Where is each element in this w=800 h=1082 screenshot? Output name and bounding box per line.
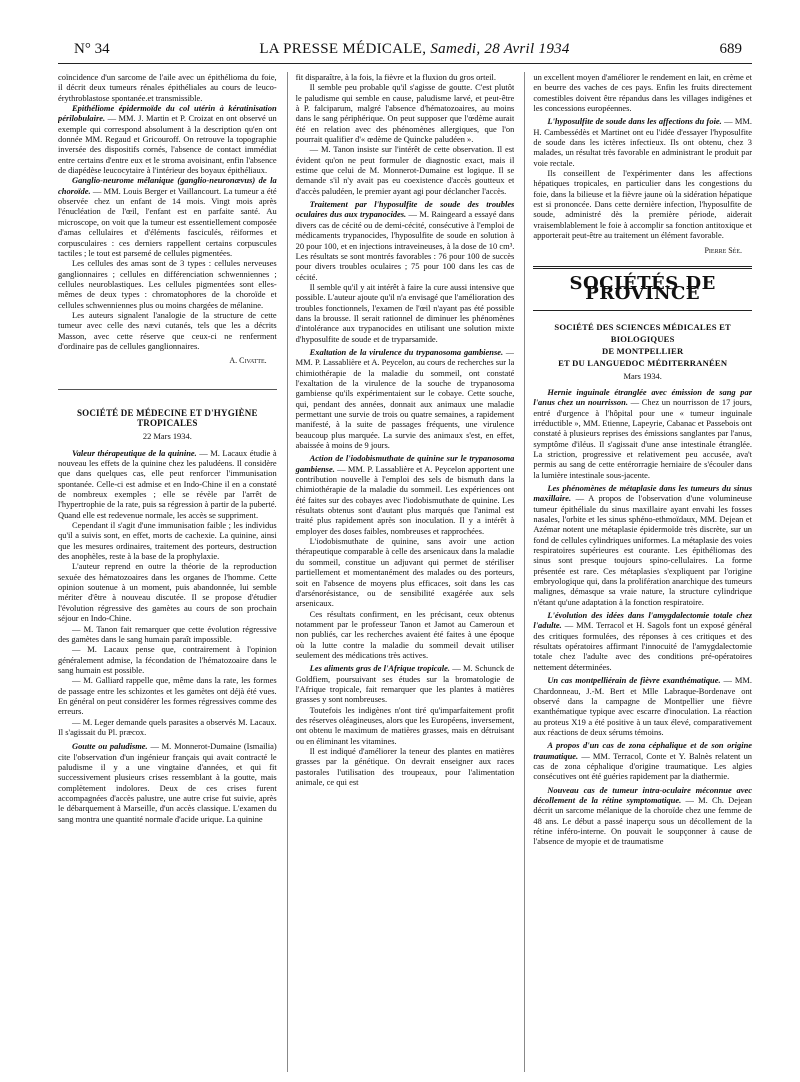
paragraph: — M. Tanon fait remarquer que cette évolution régressive des gamètes dans le sang humain paraît impossible. (58, 623, 277, 644)
article-title: Traitement par l'hyposulfite de soude des troubles oculaires dus aux trypanocides. (295, 199, 515, 220)
issue-number: N° 34 (74, 41, 110, 57)
article-body: — A propos de l'observation d'une volumineuse tumeur épithéliale du sinus maxillaire ayant envahi les fosses nasales, l'orbite et les sinus sphéno-ethmoïdaux, MM. Dejean et Azémar notent une métaplasie épidermoïde très discrète, sur un fond de cellules cylindriques uniformes. La métaplasie des voies respiratoires supérieures est courante. Les épithéliomas des sinus sont presque toujours spino-cellulaires. La forme présentée est rare. Ces métaplasies s'expliquent par l'origine embryologique qui, dans la prolifération anarchique des tumeurs malignes, démasque sa vraie nature, la structure cylindrique n'étant qu'une adaptation à la fonction respiratoire. (533, 493, 753, 607)
society-heading (533, 321, 752, 369)
paragraph: — M. Lacaux pense que, contrairement à l'opinion généralement admise, la fécondation de l'hématozoaire dans le sang humain est possible. (58, 644, 277, 675)
article-body: — MM. P. Lassablière et A. Peycelon apportent une contribution nouvelle à l'emploi des sels de bismuth dans la chimiothérapie de la maladie du sommeil. Les expériences ont été faites sur des cobayes avec l'iodobismuthate de quinine. Les résultats obtenus sont d'autant plus marqués que l'animal est traité plus rapidement après son inoculation. Il y a intérêt à employer des doses faibles, nombreuses et rapprochées. (295, 463, 515, 536)
article (533, 740, 752, 781)
journal-name: LA PRESSE MÉDICALE, (259, 41, 427, 57)
article (533, 675, 752, 737)
article (296, 347, 515, 450)
article-title: L'évolution des idées dans l'amygdalectomie totale chez l'adulte. (533, 610, 753, 631)
paragraph: Il semble qu'il y ait intérêt à faire la cure aussi intensive que possible. L'auteur ajoute qu'il n'a envisagé que l'amélioration des troubles fonctionnels, l'examen de l'œil n'ayant pas été possible dans la brousse. Il serait rationnel de diminuer les phénomènes d'intolérance aux trypanocides en utilisant une solution mixte d'hyposulfite de soude et de tryparsamide. (295, 281, 515, 344)
article-title: Action de l'iodobismuthate de quinine sur le trypanosoma gambiense. (295, 453, 515, 474)
article-title: Nouveau cas de tumeur intra-oculaire méconnue avec décollement de la rétine symptomatique. (533, 784, 753, 805)
article (58, 175, 277, 258)
article-title: Hernie inguinale étranglée avec émission de sang par l'anus chez un nourrisson. (533, 386, 753, 408)
page-number: 689 (719, 41, 742, 57)
paragraph: un excellent moyen d'améliorer le rendement en lait, en crème et en beurre des vaches de ces pays. Enfin les fruits directement comestibles doivent être répandus dans les villages indigènes et les concessions européennes. (533, 72, 753, 114)
article (533, 483, 752, 607)
society-name-line: SOCIÉTÉ DES SCIENCES MÉDICALES ET BIOLOGIQUES (554, 321, 731, 344)
paragraph: Il est indiqué d'améliorer la teneur des plantes en matières grasses par la génétique. On devrait enseigner aux races pastorales l'utilisation des troupeaux, pour l'alimentation animale, ce qui est (295, 746, 515, 788)
paragraph: — M. Leger demande quels parasites a observés M. Lacaux. Il s'agissait du Pl. præcox. (58, 716, 277, 737)
paragraph: Il semble peu probable qu'il s'agisse de goutte. C'est plutôt le paludisme qui semble en cause, paludisme larvé, et peut-être à P. falciparum, malgré l'absence d'hématozoaires, au moins dans le sang périphérique. On peut supposer que l'œdème aurait été en relation avec des phénomènes allergiques, que l'on pourrait qualifier d'« œdème de Quincke paludéen ». (295, 82, 515, 145)
article-title: Exaltation de la virulence du trypanosoma gambiense. (309, 346, 504, 357)
section-date: 22 Mars 1934. (142, 431, 192, 442)
paragraph: fit disparaître, à la fois, la fièvre et la fluxion du gros orteil. (295, 72, 496, 82)
issue-date: Samedi, 28 Avril 1934 (430, 41, 570, 57)
running-title (259, 41, 569, 58)
header-rule (58, 63, 752, 64)
article-title: Valeur thérapeutique de la quinine. (72, 447, 197, 458)
article-title: Les aliments gras de l'Afrique tropicale. (309, 663, 450, 674)
article-title: A propos d'un cas de zona céphalique et de son origine traumatique. (533, 740, 753, 761)
article-body: — MM. Chardonneau, J.-M. Bert et Mlle Labraque-Bordenave ont observé dans la campagne de Montpellier une fièvre exanthématique typique avec escarre d'inoculation. La réaction au proteus X19 a été positive à un taux élevé, comparativement aux réactions de deux sérums témoins. (533, 675, 753, 737)
paragraph: L'iodobismuthate de quinine, sans avoir une action thérapeutique comparable à celle des arsenicaux dans la maladie du sommeil, constitue un adjuvant qui permet de stériliser partiellement et momentanément des malades ou des porteurs, soit en l'absence de moyens plus efficaces, soit dans les cas d'arsénorésistance, ou de sensibilité exagérée aux sels arsenicaux. (295, 536, 515, 609)
article-title: Un cas montpelliérain de fièvre exanthématique. (547, 675, 721, 686)
article-body: — M. Monnerot-Dumaine (Ismailia) cite l'observation d'un ingénieur français qui avait contracté le paludisme il y a une vingtaine d'années, et qui fit successivement plusieurs crises ressemblant à la goutte, mais complètement indolores. Deux de ces crises furent accompagnées d'accès palustre, une autre crise fut suivie, après le débarquement à Marseille, d'un accès classique. L'examen du sang montra une quantité normale d'acide urique. La quinine (58, 741, 277, 824)
section-date: Mars 1934. (623, 370, 662, 381)
article (533, 610, 752, 672)
column-3 (524, 72, 752, 1072)
article-title: Goutte ou paludisme. (72, 741, 148, 752)
paragraph: — M. Tanon insiste sur l'intérêt de cette observation. Il est évident qu'on ne peut formuler de diagnostic exact, mais il estime que celui de M. Monnerot-Dumaine est logique. Il se demande s'il n'y avait pas eu coexistence d'accès goutteux et d'accès paludéen, le premier ayant agi pour déclancher l'accès. (295, 144, 515, 196)
paragraph: coïncidence d'un sarcome de l'aile avec un épithélioma du foie, il décrit deux tumeurs rénales épithéliales au cours de leuco-érythroblastose spontanée.et transmissible. (58, 72, 277, 103)
article (533, 785, 752, 847)
article-body: — M. Ch. Dejean décrit un sarcome mélanique de la choroïde chez une femme de 48 ans. Le début a passé inaperçu sous un décollement de la rétine inféro-interne. On pouvait le soupçonner à cause de l'absence de myopie et de traumatisme (533, 794, 753, 847)
article (58, 103, 277, 175)
page-header (74, 41, 742, 61)
section-heading: SOCIÉTÉ DE MÉDECINE ET D'HYGIÈNE TROPICALES (58, 389, 277, 429)
article (58, 448, 277, 520)
article-body: — Chez un nourrisson de 17 jours, entré d'urgence à l'hôpital pour une « tumeur inguinale irréductible », MM. Etienne, Lapeyrie, Cabanac et Passebois ont constaté à plusieurs reprises des émissions sanglantes par l'anus, symptôme d'iléus. Il s'agissait d'une anse intestinale étranglée. La striction, progressive et relativement peu accusée, ava't permis au sang de cette entérorragie herniaire de s'écouler dans la lumière intestinale sous-jacente. (533, 397, 753, 480)
article-body: — MM. H. Cambessédès et Martinet ont eu l'idée d'essayer l'hyposulfite de soude dans les ictères infectieux. Ils ont obtenu, chez 3 malades, un résultat très favorable en administrant le produit par voie rectale. (533, 116, 753, 168)
article (58, 741, 277, 824)
paragraph: Toutefois les indigènes n'ont tiré qu'imparfaitement profit des réserves oléagineuses, alors que les Européens, inversement, ont obtenu le maximum de matières grasses, mais en détruisant ou en éliminant les vitamines. (295, 704, 515, 746)
article (296, 663, 515, 704)
article (296, 199, 515, 282)
article-body: — MM. J. Martin et P. Croizat en ont observé un exemple qui correspond absolument à la description qu'en ont donnée MM. Regaud et Gricouroff. On retrouve la topographie inversée des dispositifs cornés, l'absence de contact immédiat entre certains d'entre eux et le stroma avoisinant, enfin l'absence de diapédèse leucocytaire à l'intérieur des boyaux épithéliaux. (58, 113, 277, 176)
text-columns (58, 72, 752, 1072)
article-body: — M. Schunck de Goldfiem, poursuivant ses études sur la bromatologie de l'Afrique tropicale, fait remarquer que les plantes à matières grasses y sont nombreuses. (295, 663, 515, 705)
article-body: — M. Raingeard a essayé dans divers cas de cécité ou de demi-cécité, consécutive à l'emploi de médicaments trypanocides, l'hyposulfite de soude en solution à 20 pour 100, et en injections intraveineuses, à la dose de 10 cm³. Les résultats se sont montrés favorables : 76 pour 100 de succès pour divers troubles oculaires ; 75 pour 100 dans les cas de cécité. (295, 209, 515, 282)
article-title: Epithéliome épidermoïde du col utérin à kératinisation périlobulaire. (58, 103, 277, 124)
section-banner: SOCIÉTÉS DE PROVINCE (533, 266, 752, 311)
paragraph: Ils conseillent de l'expérimenter dans les affections hépatiques tropicales, en particulier dans les congestions du foie, dans la bilieuse et la fièvre jaune où la sidération hépatique est si prononcée. Dans cette dernière infection, l'hyposulfite de soude, administré dès la première période, aiderait vraisemblablement le foie à accomplir sa fonction antitoxique et apporterait peut-être au traitement un élément favorable. (533, 168, 753, 241)
article-title: Ganglio-neurome mélanique (ganglio-neuronævus) de la choroïde. (58, 175, 277, 196)
paragraph: Cependant il s'agit d'une immunisation faible ; les individus qu'il a suivis sont, en effet, morts de cachexie. La quinine, ainsi que les mesures ordinaires, traitement des porteurs, destruction des anophèles, reste à la base de la prophylaxie. (58, 520, 277, 562)
society-name-line: ET DU LANGUEDOC MÉDITERRANÉEN (558, 357, 728, 368)
signature: Pierre Sée. (704, 245, 743, 255)
signature: A. Civatte. (229, 356, 267, 366)
article-body: — M. Lacaux étudie à nouveau les effets de la quinine chez les paludéens. Il considère que dans quelques cas, elle peut renforcer l'immunisation spontanée. Celle-ci est admise et en Indo-Chine il en a constaté de nombreux exemples ; elle se révèle par l'arrêt de l'hypertrophie de la rate, puis sa régression à partir de la puberté. Quand elle est redevenue normale, les accès se suppriment. (58, 447, 277, 520)
paragraph: Les cellules des amas sont de 3 types : cellules nerveuses ganglionnaires ; cellules en différenciation schwenniennes ; cellules neuroblastiques. Les cellules pigmentées sont elles-mêmes de deux types : chromatophores de la choroïde et cellules schwenniennes plus ou moins chargées de mélanine. (58, 258, 277, 310)
paragraph: Ces résultats confirment, en les précisant, ceux obtenus notamment par le professeur Tanon et Jamot au Cameroun et non publiés, car les recherches avaient été faites à une époque où la lutte contre la maladie du sommeil devait utiliser seulement des médications très actives. (295, 608, 515, 660)
paragraph: — M. Galliard rappelle que, même dans la rate, les formes de passage entre les schizontes et les gamètes ont déjà été vues. En général on peut considérer les formes régressives comme des erreurs. (58, 675, 277, 717)
paragraph: L'auteur reprend en outre la théorie de la reproduction sexuée des hématozoaires dans les organes de l'homme. Cette opinion soutenue à un moment, puis abandonnée, lui semble mériter d'être à nouveau discutée. Il se propose d'étudier l'évolution régressive des gamètes au cours de son prochain séjour en Indo-Chine. (58, 561, 277, 624)
article (533, 387, 752, 480)
article (533, 116, 752, 168)
article-body: — MM. Louis Berger et Vaillancourt. La tumeur a été observée chez un enfant de 14 mois. Vingt mois après l'énucléation de l'œil, l'enfant est en parfaite santé. Au microscope, on voit que la tumeur est essentiellement composée d'amas cellulaires et d'éléments fasciculés, réiformes et corpusculaires : ces derniers rappellent certains corpuscules tactiles ; le tout est parsemé de cellules pigmentées. (58, 185, 277, 258)
article-body: — MM. P. Lassablière et A. Peycelon, au cours de recherches sur la chimiothérapie de la maladie du sommeil, ont constaté l'exaltation de la virulence de la souche de trypanosoma gambiense qu'ils expérimentaient sur le cobaye. Cette souche, qui, pendant des années, donnait aux animaux une maladie permettant une survie de trois ou quatre semaines, a rapidement manifesté, à la suite de passages fréquents, une virulence beaucoup plus marquée. La survie des animaux s'est, en effet, abaissée à moins de 9 jours. (295, 346, 515, 451)
column-2 (287, 72, 515, 1072)
article (296, 453, 515, 536)
article-title: L'hyposulfite de soude dans les affections du foie. (547, 116, 722, 127)
article-body: — MM. Terracol, Conte et Y. Balnès relatent un cas de zona céphalique d'origine traumatique. Les algies consécutives ont été guéries rapidement par la diathermie. (533, 750, 753, 782)
society-name-line: DE MONTPELLIER (602, 345, 684, 356)
column-1 (58, 72, 277, 1072)
article-title: Les phénomènes de métaplasie dans les tumeurs du sinus maxillaire. (533, 482, 753, 504)
paragraph: Les auteurs signalent l'analogie de la structure de cette tumeur avec celle des nævi cutanés, tels que les a décrits Masson, avec cette réserve que ceux-ci ne renferment d'ordinaire pas de cellules ganglionnaires. (58, 309, 277, 351)
article-body: — MM. Terracol et H. Sagols font un exposé général des critiques formulées, des réponses à ces critiques et des résultats opératoires affirmant l'innocuité de l'amygdalectomie totale chez l'adulte avec des conditions pré-opératoires nettement déterminées. (533, 620, 753, 672)
